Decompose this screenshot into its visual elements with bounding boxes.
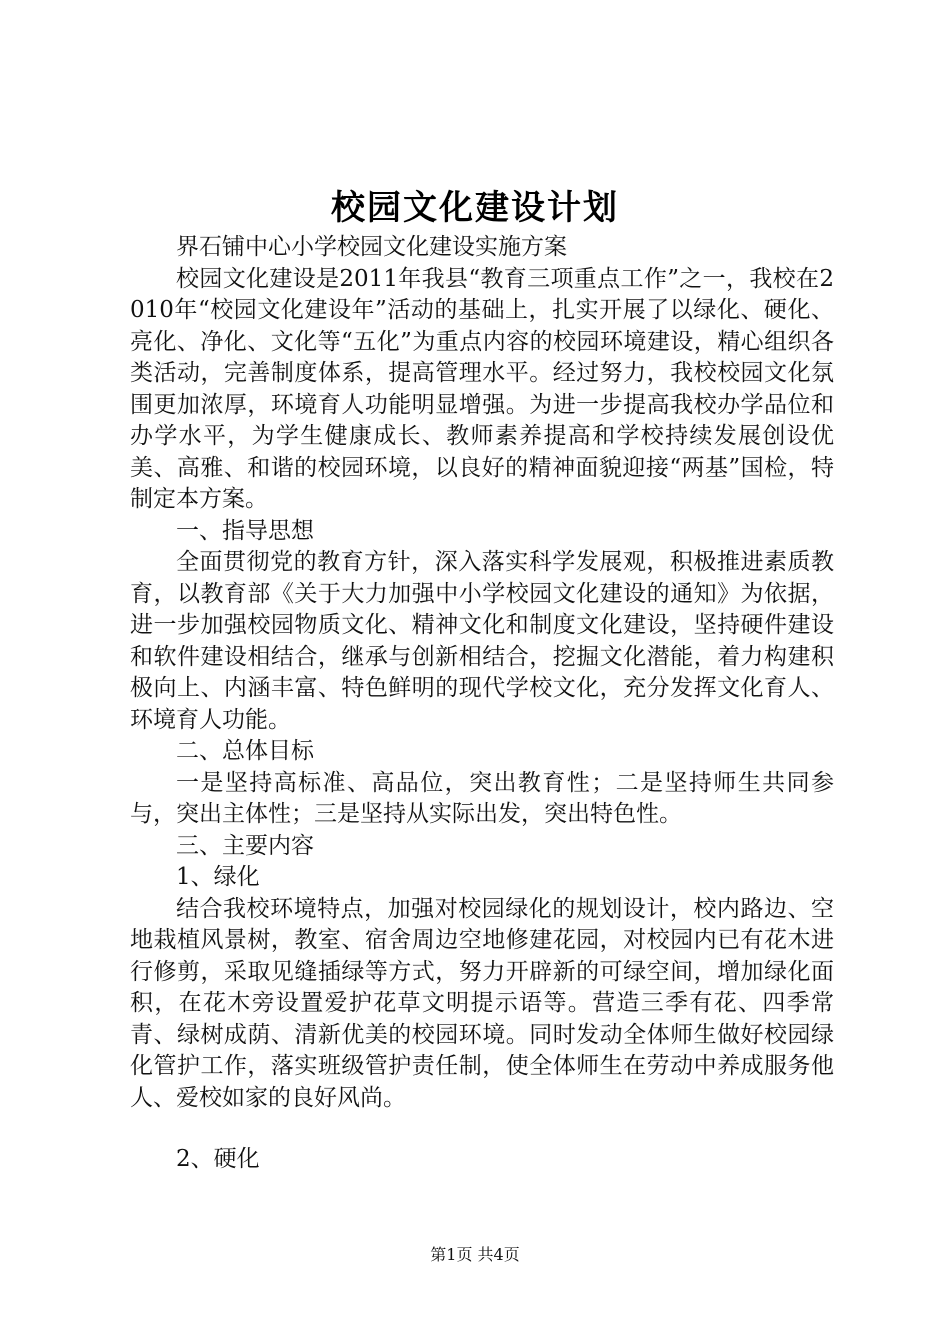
section-heading-main-content: 三、主要内容: [176, 832, 314, 859]
subheading-hardening: 2、硬化: [176, 1146, 260, 1172]
intro-paragraph: 校园文化建设是2011年我县“教育三项重点工作”之一，我校在2010年“校园文化建设年”活动的基础上，扎实开展了以绿化、硬化、亮化、净化、文化等“五化”为重点内容的校园环境建设，精心组织各类活动，完善制度体系，提高管理水平。经过努力，我校校园文化氛围更加浓厚，环境育人功能明显增强。为进一步提高我校办学品位和办学水平，为学生健康成长、教师素养提高和学校持续发展创设优美、高雅、和谐的校园环境，以良好的精神面貌迎接“两基”国检，特制定本方案。: [130, 265, 834, 512]
greening-paragraph: 结合我校环境特点，加强对校园绿化的规划设计，校内路边、空地栽植风景树，教室、宿舍周边空地修建花园，对校园内已有花木进行修剪，采取见缝插绿等方式，努力开辟新的可绿空间，增加绿化面积，在花木旁设置爱护花草文明提示语等。营造三季有花、四季常青、绿树成荫、清新优美的校园环境。同时发动全体师生做好校园绿化管护工作，落实班级管护责任制，使全体师生在劳动中养成服务他人、爱校如家的良好风尚。: [130, 895, 834, 1111]
document-title: 校园文化建设计划: [331, 188, 619, 228]
page-number-footer: 第1页 共4页: [430, 1245, 520, 1264]
guiding-thought-paragraph: 全面贯彻党的教育方针，深入落实科学发展观，积极推进素质教育，以教育部《关于大力加强中小学校园文化建设的通知》为依据，进一步加强校园物质文化、精神文化和制度文化建设，坚持硬件建设和软件建设相结合，继承与创新相结合，挖掘文化潜能，着力构建积极向上、内涵丰富、特色鲜明的现代学校文化，充分发挥文化育人、环境育人功能。: [130, 549, 834, 733]
document-body: [130, 232, 834, 1176]
section-heading-overall-goal: 二、总体目标: [176, 738, 314, 764]
subheading-greening: 1、绿化: [176, 864, 260, 890]
subtitle-paragraph: 界石铺中心小学校园文化建设实施方案: [176, 234, 567, 260]
section-heading-guiding-thought: 一、指导思想: [176, 517, 314, 544]
overall-goal-paragraph: 一是坚持高标准、高品位，突出教育性；二是坚持师生共同参与，突出主体性；三是坚持从实际出发，突出特色性。: [130, 769, 834, 827]
